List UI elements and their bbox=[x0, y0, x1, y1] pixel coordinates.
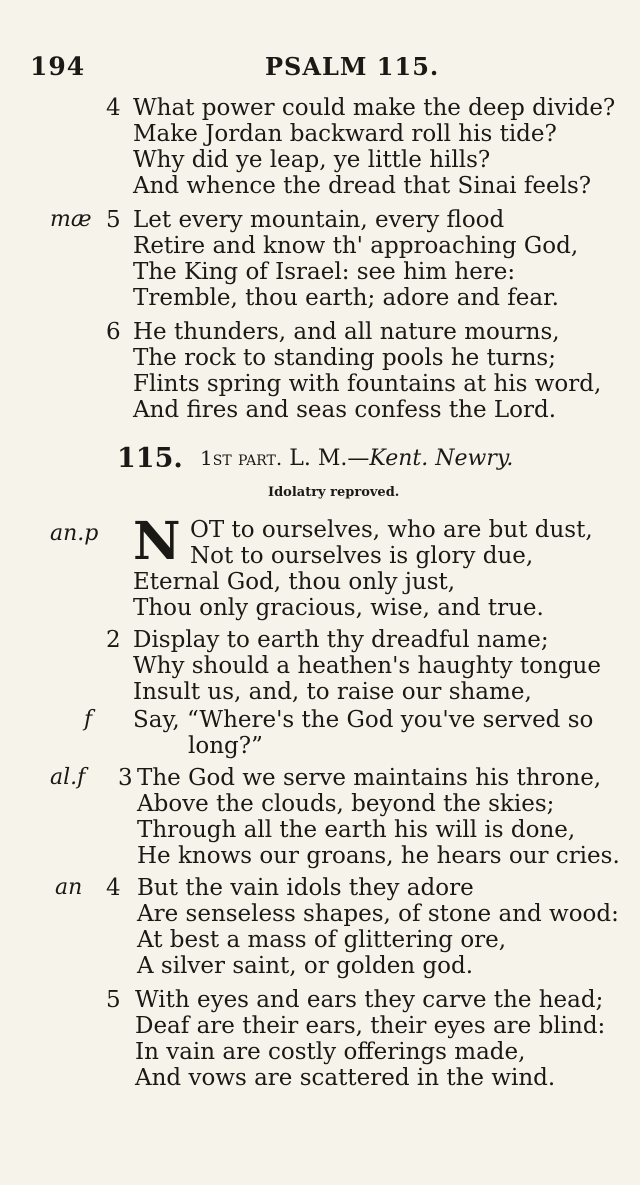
verse-line: long?” bbox=[188, 733, 263, 759]
verse-line: But the vain idols they adore bbox=[137, 875, 474, 901]
verse-line: Eternal God, thou only just, bbox=[133, 569, 456, 595]
verse-line: In vain are costly offerings made, bbox=[135, 1039, 526, 1065]
verse-line: Tremble, thou earth; adore and fear. bbox=[133, 285, 559, 311]
verse-line: Why should a heathen's haughty tongue bbox=[133, 653, 601, 679]
hymn-part: 1st part. bbox=[200, 446, 283, 470]
hymn-meter: L. M.— bbox=[289, 446, 370, 471]
stanza-number: 4 bbox=[106, 95, 121, 121]
stanza-number: 3 bbox=[118, 765, 133, 791]
stanza-number: 6 bbox=[106, 319, 121, 345]
verse-line: Let every mountain, every flood bbox=[133, 207, 505, 233]
verse-line: He knows our groans, he hears our cries. bbox=[137, 843, 620, 869]
hymn-number: 115. bbox=[117, 443, 183, 474]
verse-line: Deaf are their ears, their eyes are blind: bbox=[135, 1013, 606, 1039]
verse-line: The King of Israel: see him here: bbox=[133, 259, 516, 285]
drop-cap: N bbox=[133, 511, 181, 572]
verse-line: The rock to standing pools he turns; bbox=[133, 345, 556, 371]
hymn-header bbox=[0, 443, 640, 477]
verse-line: Are senseless shapes, of stone and wood: bbox=[137, 901, 619, 927]
verse-line: Above the clouds, beyond the skies; bbox=[137, 791, 555, 817]
verse-line: At best a mass of glittering ore, bbox=[137, 927, 507, 953]
verse-line: Retire and know th' approaching God, bbox=[133, 233, 579, 259]
verse-line: And whence the dread that Sinai feels? bbox=[133, 173, 592, 199]
verse-line: Through all the earth his will is done, bbox=[137, 817, 576, 843]
verse-line: Make Jordan backward roll his tide? bbox=[133, 121, 557, 147]
verse-line: And fires and seas confess the Lord. bbox=[133, 397, 557, 423]
dynamic-mark: al.f bbox=[50, 765, 86, 790]
verse-line: With eyes and ears they carve the head; bbox=[135, 987, 604, 1013]
verse-line: Insult us, and, to raise our shame, bbox=[133, 679, 532, 705]
verse-line: The God we serve maintains his throne, bbox=[137, 765, 602, 791]
verse-line: A silver saint, or golden god. bbox=[137, 953, 474, 979]
verse-line: Display to earth thy dreadful name; bbox=[133, 627, 549, 653]
verse-line: Not to ourselves is glory due, bbox=[190, 543, 534, 569]
hymn-subtitle: Idolatry reproved. bbox=[268, 485, 400, 500]
verse-line: OT to ourselves, who are but dust, bbox=[190, 517, 593, 543]
verse-line: Thou only gracious, wise, and true. bbox=[133, 595, 544, 621]
verse-line: Flints spring with fountains at his word, bbox=[133, 371, 602, 397]
stanza-number: 2 bbox=[106, 627, 121, 653]
verse-line: And vows are scattered in the wind. bbox=[135, 1065, 556, 1091]
dynamic-mark: f bbox=[84, 707, 93, 732]
verse-line: He thunders, and all nature mourns, bbox=[133, 319, 560, 345]
page-number: 194 bbox=[30, 52, 86, 81]
hymn-tunes: Kent. Newry. bbox=[369, 446, 514, 471]
stanza-number: 5 bbox=[106, 207, 121, 233]
verse-line: Say, “Where's the God you've served so bbox=[133, 707, 594, 733]
verse-line: Why did ye leap, ye little hills? bbox=[133, 147, 491, 173]
running-title: PSALM 115. bbox=[265, 52, 440, 81]
dynamic-mark: an bbox=[55, 875, 83, 900]
dynamic-mark: an.p bbox=[50, 521, 99, 546]
hymn-meter-line bbox=[200, 446, 513, 471]
page-header bbox=[0, 52, 640, 86]
stanza-number: 4 bbox=[106, 875, 121, 901]
dynamic-mark: mæ bbox=[50, 207, 92, 232]
stanza-number: 5 bbox=[106, 987, 121, 1013]
verse-line: What power could make the deep divide? bbox=[133, 95, 616, 121]
